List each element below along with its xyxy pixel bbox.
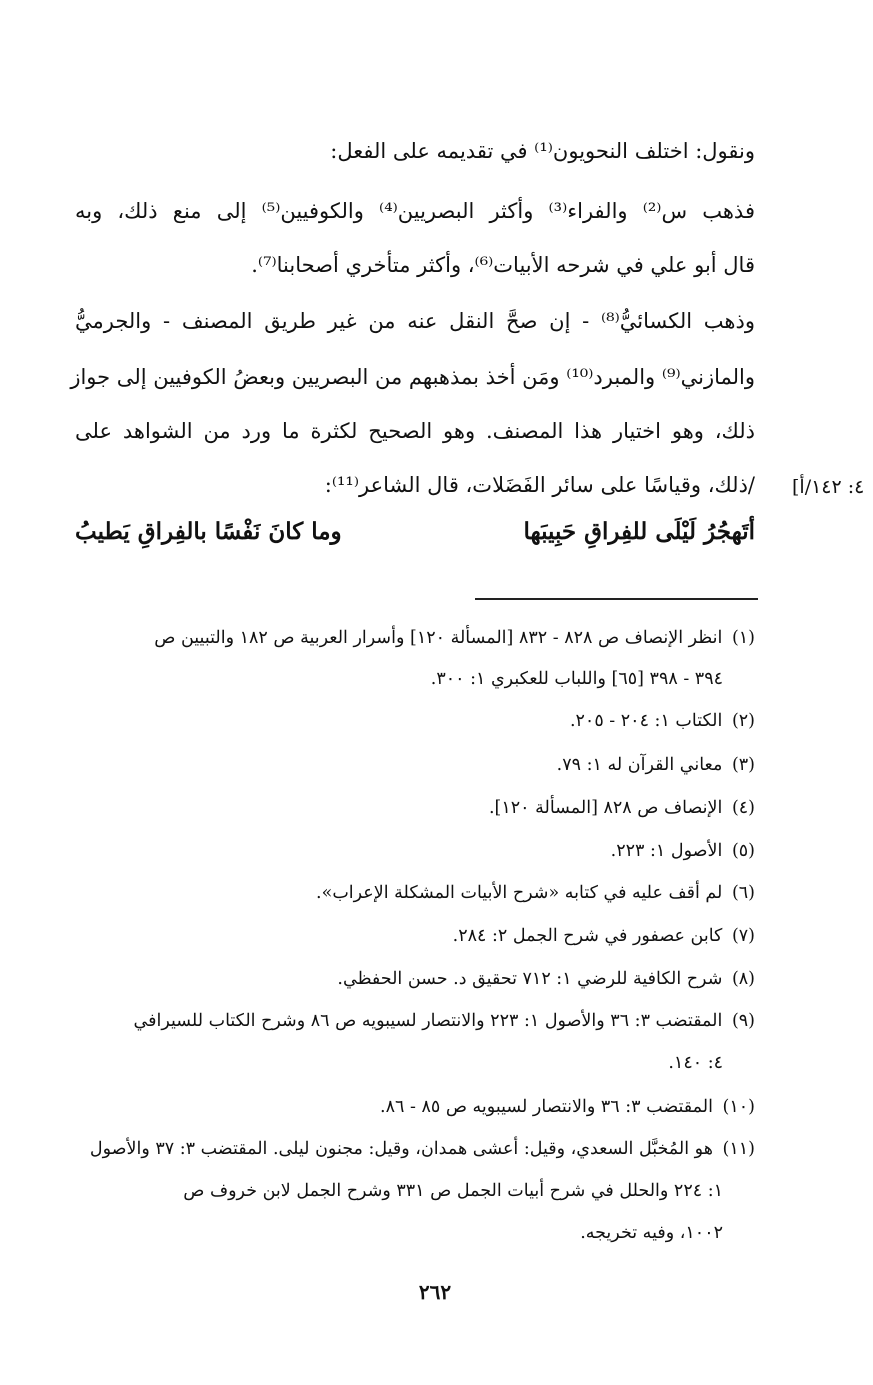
manuscript-folio-reference: ٤: ١٤٢/أ]: [792, 476, 865, 498]
body-line-7: /ذلك، وقياسًا على سائر الفَضَلات، قال الشاعر⁽¹¹⁾:: [324, 473, 755, 497]
footnote-text: المقتضب ٣: ٣٦ والأصول ١: ٢٢٣ والانتصار لسيبويه ص ٨٦ وشرح الكتاب للسيرافي: [133, 1011, 723, 1031]
footnote-text: المقتضب ٣: ٣٦ والانتصار لسيبويه ص ٨٥ - ٨٦.: [380, 1097, 713, 1117]
footnote-text: الأصول ١: ٢٢٣.: [610, 841, 723, 861]
body-line-5: والمازني⁽⁹⁾ والمبرد⁽¹⁰⁾ ومَن أخذ بمذهبهم من البصريين وبعضُ الكوفيين إلى جواز: [70, 365, 755, 389]
body-line-6: ذلك، وهو اختيار هذا المصنف. وهو الصحيح لكثرة ما ورد من الشواهد على: [75, 419, 755, 443]
footnote-5: [611, 838, 755, 864]
footnote-number: (٧): [731, 926, 755, 946]
footnote-number: (١١): [722, 1139, 755, 1159]
footnote-text: شرح الكافية للرضي ١: ٧١٢ تحقيق د. حسن الحفظي.: [337, 969, 723, 989]
footnote-number: (٩): [731, 1011, 755, 1031]
body-line-4: وذهب الكسائيُّ⁽⁸⁾ - إن صحَّ النقل عنه من غير طريق المصنف - والجرميُّ: [75, 309, 755, 333]
footnote-11: [90, 1136, 755, 1162]
footnote-number: (٣): [731, 755, 755, 775]
footnote-separator: [475, 598, 758, 600]
footnote-2: [570, 708, 755, 734]
footnote-1-continuation: ٣٩٤ - ٣٩٨ [٦٥] واللباب للعكبري ١: ٣٠٠.: [430, 669, 723, 689]
footnote-9-continuation: ٤: ١٤٠.: [668, 1053, 723, 1073]
verse-first-hemistich: أتَهجُرُ لَيْلَى للفِراقِ حَبِيبَها: [523, 518, 755, 545]
verse-second-hemistich: وما كانَ نَفْسًا بالفِراقِ يَطيبُ: [75, 518, 342, 545]
footnote-number: (٨): [731, 969, 755, 989]
footnote-7: [453, 923, 755, 949]
body-line-2: فذهب س⁽²⁾ والفراء⁽³⁾ وأكثر البصريين⁽⁴⁾ والكوفيين⁽⁵⁾ إلى منع ذلك، وبه: [75, 199, 755, 223]
footnote-text: انظر الإنصاف ص ٨٢٨ - ٨٣٢ [المسألة ١٢٠] وأسرار العربية ص ١٨٢ والتبيين ص: [154, 628, 723, 648]
footnote-number: (٦): [731, 883, 755, 903]
footnote-8: [337, 966, 755, 992]
footnote-number: (١): [731, 628, 755, 648]
footnote-1: [154, 625, 755, 651]
footnote-text: معاني القرآن له ١: ٧٩.: [556, 755, 723, 775]
footnote-6: [316, 880, 755, 906]
footnote-11-continuation-2: ١٠٠٢، وفيه تخريجه.: [580, 1223, 723, 1243]
body-line-3: قال أبو علي في شرحه الأبيات⁽⁶⁾، وأكثر متأخري أصحابنا⁽⁷⁾.: [251, 253, 755, 277]
footnote-number: (٥): [731, 841, 755, 861]
footnote-3: [557, 752, 755, 778]
footnote-number: (٤): [731, 798, 755, 818]
footnote-text: الإنصاف ص ٨٢٨ [المسألة ١٢٠].: [488, 798, 723, 818]
footnote-text: هو المُخبَّل السعدي، وقيل: أعشى همدان، وقيل: مجنون ليلى. المقتضب ٣: ٣٧ والأصول: [89, 1139, 713, 1159]
footnote-9: [134, 1008, 755, 1034]
footnote-text: لم أقف عليه في كتابه «شرح الأبيات المشكلة الإعراب».: [316, 883, 723, 903]
footnote-11-continuation-1: ١: ٢٢٤ والحلل في شرح أبيات الجمل ص ٣٣١ وشرح الجمل لابن خروف ص: [183, 1181, 723, 1201]
footnote-4: [489, 795, 755, 821]
footnote-10: [380, 1094, 755, 1120]
footnote-number: (٢): [731, 711, 755, 731]
footnote-text: الكتاب ١: ٢٠٤ - ٢٠٥.: [569, 711, 723, 731]
footnote-text: كابن عصفور في شرح الجمل ٢: ٢٨٤.: [452, 926, 723, 946]
body-line-1: ونقول: اختلف النحويون⁽¹⁾ في تقديمه على الفعل:: [330, 139, 755, 163]
footnote-number: (١٠): [722, 1097, 755, 1117]
page-number: ٢٦٢: [418, 1280, 452, 1304]
